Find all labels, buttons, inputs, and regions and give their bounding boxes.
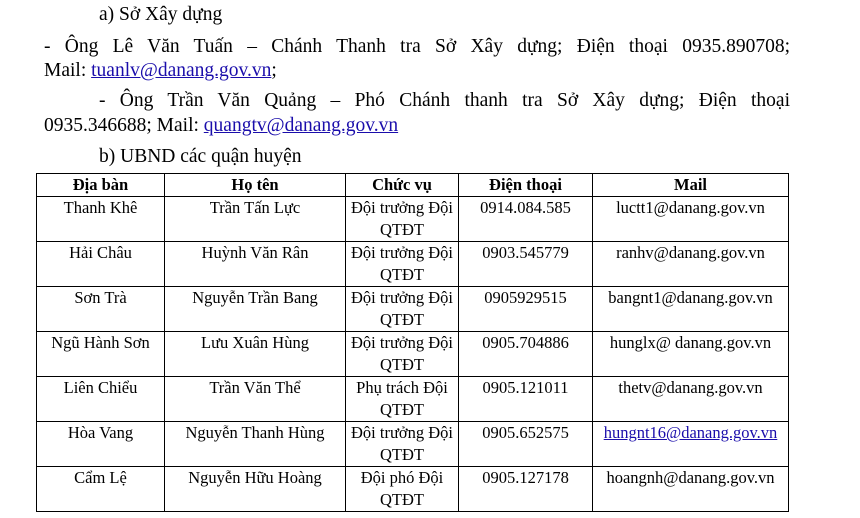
cell-role: Đội trưởng Đội QTĐT bbox=[346, 287, 459, 332]
cell-name: Trần Văn Thể bbox=[165, 377, 346, 422]
email-text: hoangnh@danang.gov.vn bbox=[606, 468, 775, 487]
cell-name: Trần Tấn Lực bbox=[165, 197, 346, 242]
table-row bbox=[37, 197, 789, 242]
table-row bbox=[37, 377, 789, 422]
section-b-heading: b) UBND các quận huyện bbox=[99, 146, 302, 167]
table-row bbox=[37, 242, 789, 287]
cell-mail bbox=[593, 377, 789, 422]
cell-mail bbox=[593, 467, 789, 512]
mail-label: Mail: bbox=[44, 60, 92, 81]
cell-mail bbox=[593, 332, 789, 377]
person2-mail-line bbox=[44, 114, 398, 138]
header-role: Chức vụ bbox=[346, 174, 459, 197]
cell-phone: 0905.121011 bbox=[459, 377, 593, 422]
header-area: Địa bàn bbox=[37, 174, 165, 197]
cell-name: Nguyễn Trần Bang bbox=[165, 287, 346, 332]
email-link-tuanlv[interactable]: tuanlv@danang.gov.vn bbox=[91, 60, 272, 81]
cell-role: Đội trưởng Đội QTĐT bbox=[346, 332, 459, 377]
person1-mail-line bbox=[44, 59, 277, 83]
punctuation: ; bbox=[271, 60, 277, 81]
cell-area: Hòa Vang bbox=[37, 422, 165, 467]
cell-role: Đội trưởng Đội QTĐT bbox=[346, 197, 459, 242]
cell-area: Ngũ Hành Sơn bbox=[37, 332, 165, 377]
person1-line: - Ông Lê Văn Tuấn – Chánh Thanh tra Sở Xây dựng; Điện thoại 0935.890708; bbox=[44, 36, 790, 57]
contacts-table bbox=[36, 173, 789, 512]
cell-mail bbox=[593, 422, 789, 467]
cell-area: Hải Châu bbox=[37, 242, 165, 287]
cell-phone: 0905.652575 bbox=[459, 422, 593, 467]
cell-mail bbox=[593, 287, 789, 332]
cell-mail bbox=[593, 197, 789, 242]
table-header-row bbox=[37, 174, 789, 197]
email-link-quangtv[interactable]: quangtv@danang.gov.vn bbox=[203, 115, 399, 136]
cell-name: Nguyễn Hữu Hoàng bbox=[165, 467, 346, 512]
table-row bbox=[37, 332, 789, 377]
table-row bbox=[37, 467, 789, 512]
phone-mail-label: 0935.346688; Mail: bbox=[44, 115, 204, 136]
email-text: ranhv@danang.gov.vn bbox=[616, 243, 765, 262]
cell-name: Nguyễn Thanh Hùng bbox=[165, 422, 346, 467]
header-name: Họ tên bbox=[165, 174, 346, 197]
cell-role: Phụ trách Đội QTĐT bbox=[346, 377, 459, 422]
cell-phone: 0914.084.585 bbox=[459, 197, 593, 242]
email-text: bangnt1@danang.gov.vn bbox=[608, 288, 773, 307]
cell-role: Đội phó Đội QTĐT bbox=[346, 467, 459, 512]
cell-phone: 0905.127178 bbox=[459, 467, 593, 512]
cell-area: Sơn Trà bbox=[37, 287, 165, 332]
cell-phone: 0905.704886 bbox=[459, 332, 593, 377]
cell-phone: 0905929515 bbox=[459, 287, 593, 332]
person2-line: - Ông Trần Văn Quảng – Phó Chánh thanh tra Sở Xây dựng; Điện thoại bbox=[99, 90, 790, 111]
section-a-heading: a) Sở Xây dựng bbox=[99, 4, 223, 25]
cell-mail bbox=[593, 242, 789, 287]
header-mail: Mail bbox=[593, 174, 789, 197]
cell-role: Đội trưởng Đội QTĐT bbox=[346, 242, 459, 287]
cell-role: Đội trưởng Đội QTĐT bbox=[346, 422, 459, 467]
email-link[interactable]: hungnt16@danang.gov.vn bbox=[603, 423, 778, 442]
header-phone: Điện thoại bbox=[459, 174, 593, 197]
table-row bbox=[37, 422, 789, 467]
email-text: thetv@danang.gov.vn bbox=[618, 378, 763, 397]
table-row bbox=[37, 287, 789, 332]
cell-name: Lưu Xuân Hùng bbox=[165, 332, 346, 377]
cell-area: Thanh Khê bbox=[37, 197, 165, 242]
cell-name: Huỳnh Văn Rân bbox=[165, 242, 346, 287]
cell-area: Cẩm Lệ bbox=[37, 467, 165, 512]
email-text: luctt1@danang.gov.vn bbox=[616, 198, 765, 217]
cell-phone: 0903.545779 bbox=[459, 242, 593, 287]
cell-area: Liên Chiểu bbox=[37, 377, 165, 422]
email-text: hunglx@ danang.gov.vn bbox=[609, 333, 772, 352]
